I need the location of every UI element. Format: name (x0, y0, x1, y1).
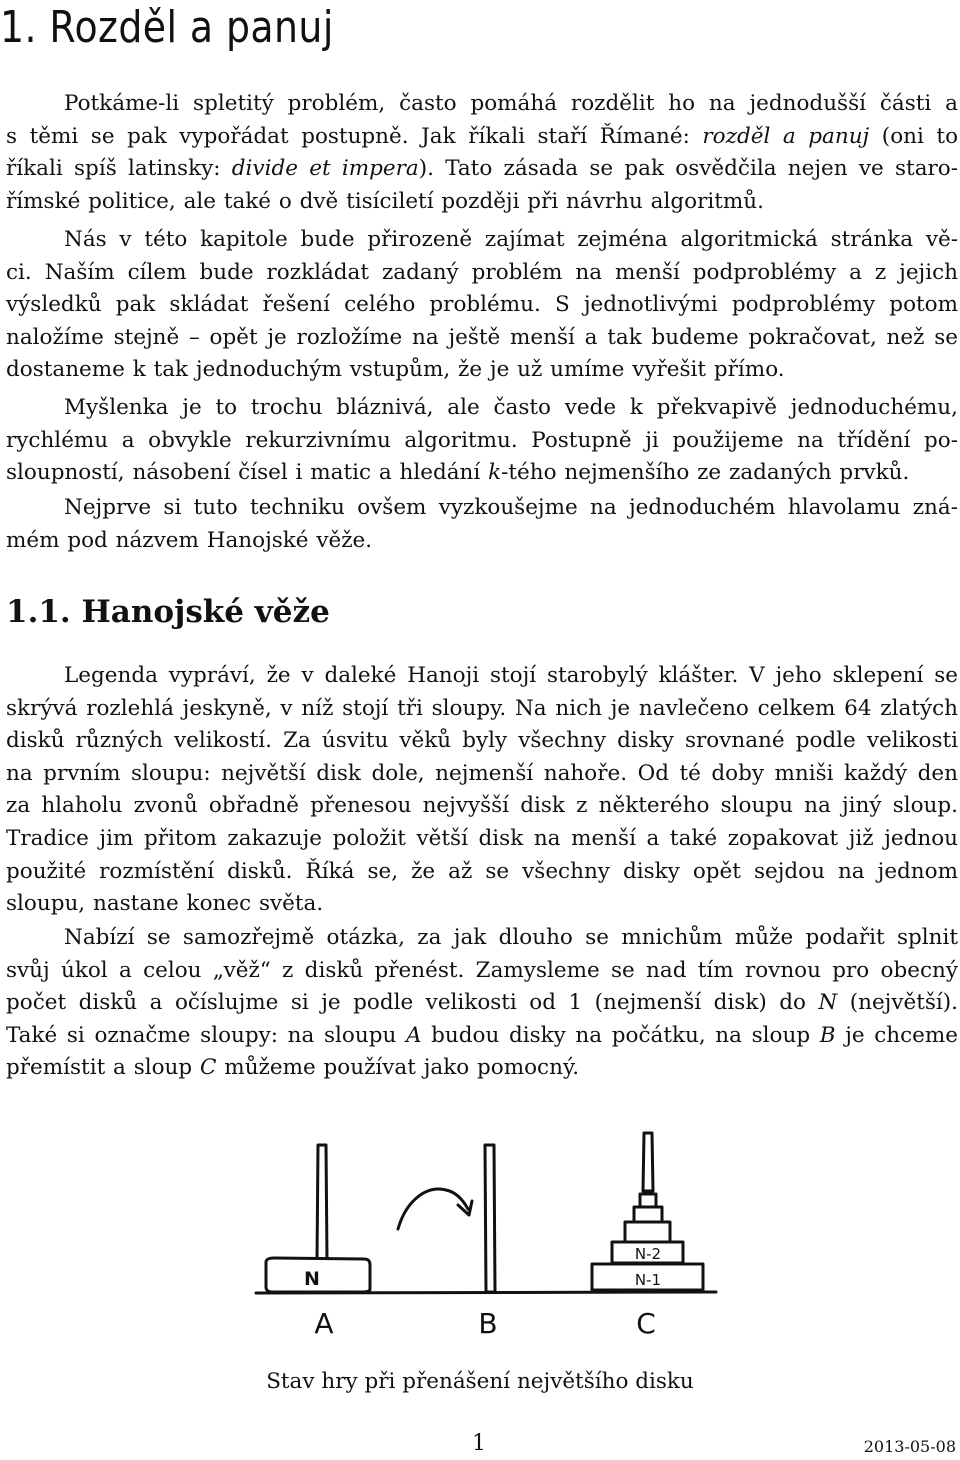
paragraph (6, 922, 958, 1085)
text-line: mém pod názvem Hanojské věže. (6, 527, 373, 553)
text-line: za hlaholu zvonů obřadně přenesou nejvyšší disk z některého sloupu na jiný sloup. (6, 793, 958, 819)
paragraph (6, 492, 958, 557)
text-line: svůj úkol a celou „věž“ z disků přenést. Zamysleme se nad tím rovnou pro obecný (6, 957, 958, 983)
text-line: Tradice jim přitom zakazuje položit větší disk na menší a také zopakovat již jednou (6, 825, 958, 851)
text-line: naložíme stejně – opět je rozložíme na ještě menší a tak budeme pokračovat, než se (6, 324, 958, 350)
section-title: 1.1. Hanojské věže (6, 594, 330, 630)
text-line: ci. Naším cílem bude rozkládat zadaný problém na menší podproblémy a z jejich (6, 259, 958, 285)
text-line: Nejprve si tuto techniku ovšem vyzkoušejme na jednoduchém hlavolamu zná- (64, 495, 958, 520)
text-line: Také si označme sloupy: na sloupu A budou disky na počátku, na sloup B je chceme (6, 1022, 958, 1048)
peg-a-label: A (314, 1307, 334, 1340)
text-line: použité rozmístění disků. Říká se, že až se všechny disky opět sejdou na jednom (6, 858, 958, 884)
section-paragraph-2 (6, 922, 958, 1085)
math-variable: N (818, 990, 838, 1016)
disk-small-3 (625, 1222, 670, 1242)
text-line: disků různých velikostí. Za úsvitu věků byly všechny disky srovnané podle velikosti (6, 728, 958, 754)
figure-caption: Stav hry při přenášení největšího disku (266, 1369, 694, 1394)
peg-b (485, 1145, 495, 1292)
page-date: 2013-05-08 (863, 1437, 956, 1456)
text-line: Potkáme-li spletitý problém, často pomáhá rozdělit ho na jednodušší části a (64, 91, 958, 116)
math-variable: B (819, 1022, 836, 1048)
chapter-intro (6, 88, 958, 218)
peg-a (317, 1145, 327, 1260)
text-line: Myšlenka je to trochu bláznivá, ale často vede k překvapivě jednoduchému, (64, 395, 958, 420)
paragraph (6, 224, 958, 387)
math-variable: A (405, 1022, 422, 1048)
emphasis-text: divide et impera (231, 156, 419, 182)
disk-small-2 (634, 1207, 662, 1222)
page-number: 1 (472, 1431, 486, 1456)
peg-c-label: C (636, 1307, 656, 1340)
text-line: dostaneme k tak jednoduchým vstupům, že je už umíme vyřešit přímo. (6, 357, 785, 383)
text-line: počet disků a očíslujme si je podle velikosti od 1 (nejmenší disk) do N (největší). (6, 990, 958, 1016)
disk-n-minus-1-label: N-1 (634, 1271, 662, 1289)
math-variable: C (200, 1055, 217, 1081)
chapter-paragraph-4 (6, 492, 958, 557)
text-line: římské politice, ale také o dvě tisíciletí později při návrhu algoritmů. (6, 188, 764, 214)
peg-b-label: B (478, 1307, 498, 1340)
text-line: s těmi se pak vypořádat postupně. Jak říkali staří Římané: rozděl a panuj (oni to (6, 123, 959, 149)
move-arrow (398, 1189, 468, 1229)
disk-small-1 (640, 1194, 656, 1207)
text-line: Nás v této kapitole bude přirozeně zajímat zejména algoritmická stránka vě- (64, 227, 958, 252)
text-line: říkali spíš latinsky: divide et impera). Tato zásada se pak osvědčila nejen ve staro- (6, 156, 958, 182)
text-line: Legenda vypráví, že v daleké Hanoji stojí starobylý klášter. V jeho sklepení se (64, 663, 958, 688)
hanoi-diagram (250, 1125, 720, 1340)
text-line: na prvním sloupu: největší disk dole, nejmenší nahoře. Od té doby mniši každý den (6, 760, 958, 786)
text-line: přemístit a sloup C můžeme používat jako pomocný. (6, 1055, 580, 1081)
text-line: sloupu, nastane konec světa. (6, 891, 324, 917)
paragraph (6, 88, 958, 218)
disk-n-minus-2-label: N-2 (634, 1245, 662, 1263)
chapter-title: 1. Rozděl a panuj (0, 2, 334, 53)
text-line: výsledků pak skládat řešení celého problému. S jednotlivými podproblémy potom (6, 292, 958, 318)
peg-c (643, 1133, 653, 1191)
disk-n-label: N (304, 1268, 320, 1290)
chapter-paragraph-3 (6, 392, 958, 490)
chapter-paragraph-2 (6, 224, 958, 387)
hanoi-figure (250, 1125, 720, 1340)
emphasis-text: rozděl a panuj (702, 123, 870, 149)
text-line: skrývá rozlehlá jeskyně, v níž stojí tři sloupy. Na nich je navlečeno celkem 64 zlatých (6, 695, 958, 721)
text-line: rychlému a obvykle rekurzivnímu algoritmu. Postupně ji použijeme na třídění po- (6, 427, 958, 453)
math-variable: k (488, 460, 502, 486)
paragraph (6, 660, 958, 921)
text-line: Nabízí se samozřejmě otázka, za jak dlouho se mnichům může podařit splnit (64, 925, 958, 950)
section-paragraph-1 (6, 660, 958, 921)
paragraph (6, 392, 958, 490)
text-line: sloupností, násobení čísel i matic a hledání k-tého nejmenšího ze zadaných prvků. (6, 460, 910, 486)
